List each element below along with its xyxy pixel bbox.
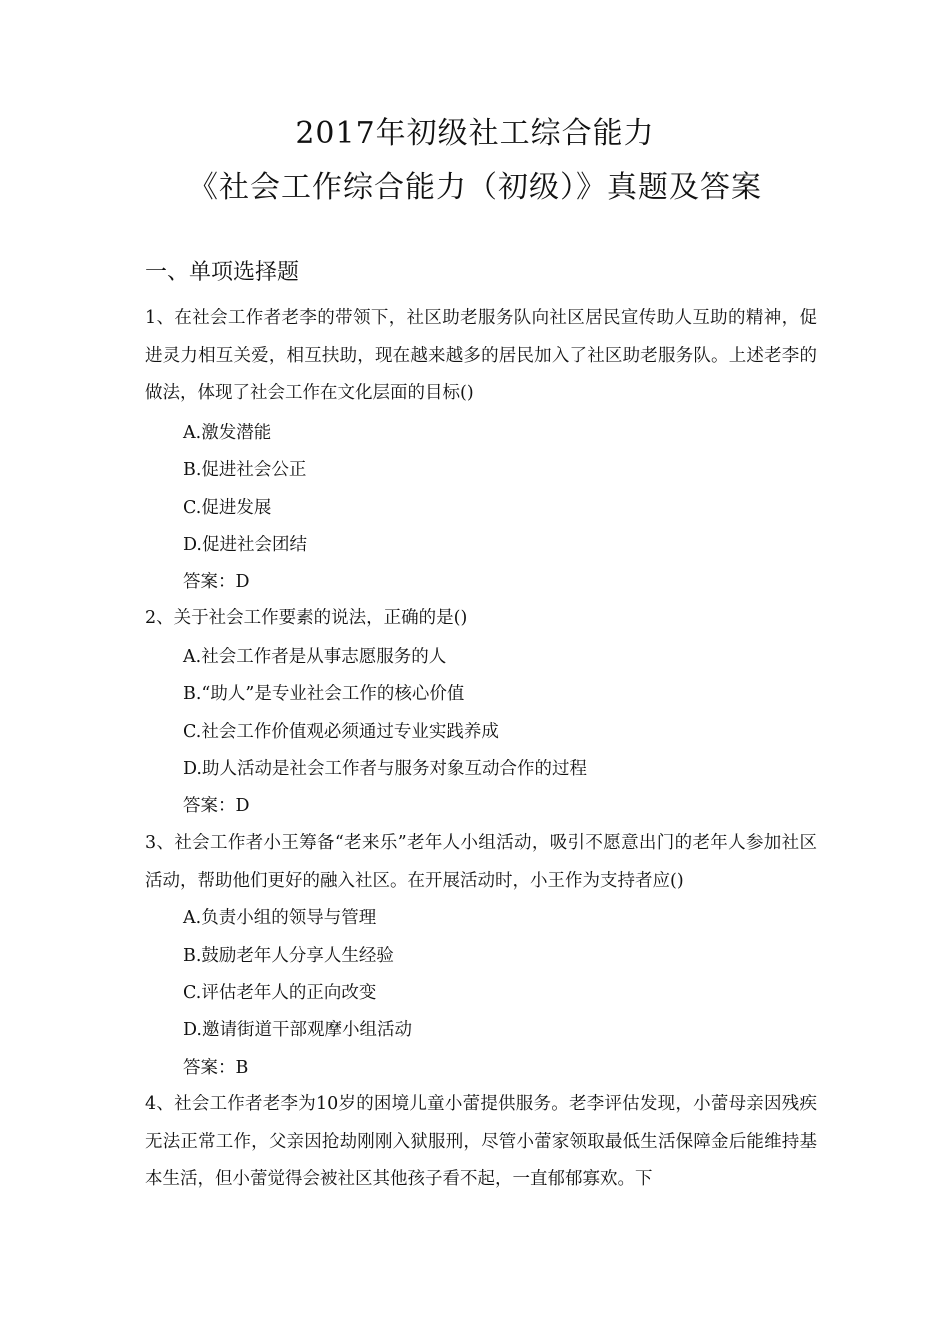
question-1-option-a: A.激发潜能 — [183, 423, 272, 443]
question-1-answer: 答案：D — [183, 572, 250, 592]
question-2-option-a: A.社会工作者是从事志愿服务的人 — [183, 647, 447, 667]
question-1-option-b: B.促进社会公正 — [183, 460, 307, 480]
question-1-option-d: D.促进社会团结 — [183, 535, 307, 555]
question-3-option-d: D.邀请街道干部观摩小组活动 — [183, 1020, 412, 1040]
question-3-option-a: A.负责小组的领导与管理 — [183, 908, 377, 928]
question-1-option-c: C.促进发展 — [183, 498, 272, 518]
question-3-stem: 3、社会工作者小王筹备“老来乐”老年人小组活动，吸引不愿意出门的老年人参加社区活动，帮助他们更好的融入社区。在开展活动时，小王作为支持者应() — [145, 833, 817, 891]
question-3-option-c: C.评估老年人的正向改变 — [183, 983, 377, 1003]
document-title-line2: 《社会工作综合能力（初级）》真题及答案 — [188, 170, 762, 205]
question-2-option-d: D.助人活动是社会工作者与服务对象互动合作的过程 — [183, 759, 587, 779]
question-2-option-c: C.社会工作价值观必须通过专业实践养成 — [183, 722, 499, 742]
question-4-stem: 4、社会工作者老李为10岁的困境儿童小蕾提供服务。老李评估发现，小蕾母亲因残疾无法正常工作，父亲因抢劫刚刚入狱服刑，尽管小蕾家领取最低生活保障金后能维持基本生活，但小蕾觉得会被社区其他孩子看不起，一直郁郁寡欢。下 — [145, 1094, 817, 1189]
question-2-option-b: B.“助人”是专业社会工作的核心价值 — [183, 684, 465, 704]
document-title-line1: 2017年初级社工综合能力 — [295, 116, 655, 151]
section-heading: 一、单项选择题 — [145, 260, 300, 285]
question-1-stem: 1、在社会工作者老李的带领下，社区助老服务队向社区居民宣传助人互助的精神，促进灵力相互关爱，相互扶助，现在越来越多的居民加入了社区助老服务队。上述老李的做法，体现了社会工作在文化层面的目标() — [145, 308, 817, 403]
question-3-option-b: B.鼓励老年人分享人生经验 — [183, 946, 394, 966]
question-2-answer: 答案：D — [183, 796, 250, 816]
question-2-stem: 2、关于社会工作要素的说法，正确的是() — [145, 608, 468, 628]
question-3-answer: 答案：B — [183, 1058, 249, 1078]
